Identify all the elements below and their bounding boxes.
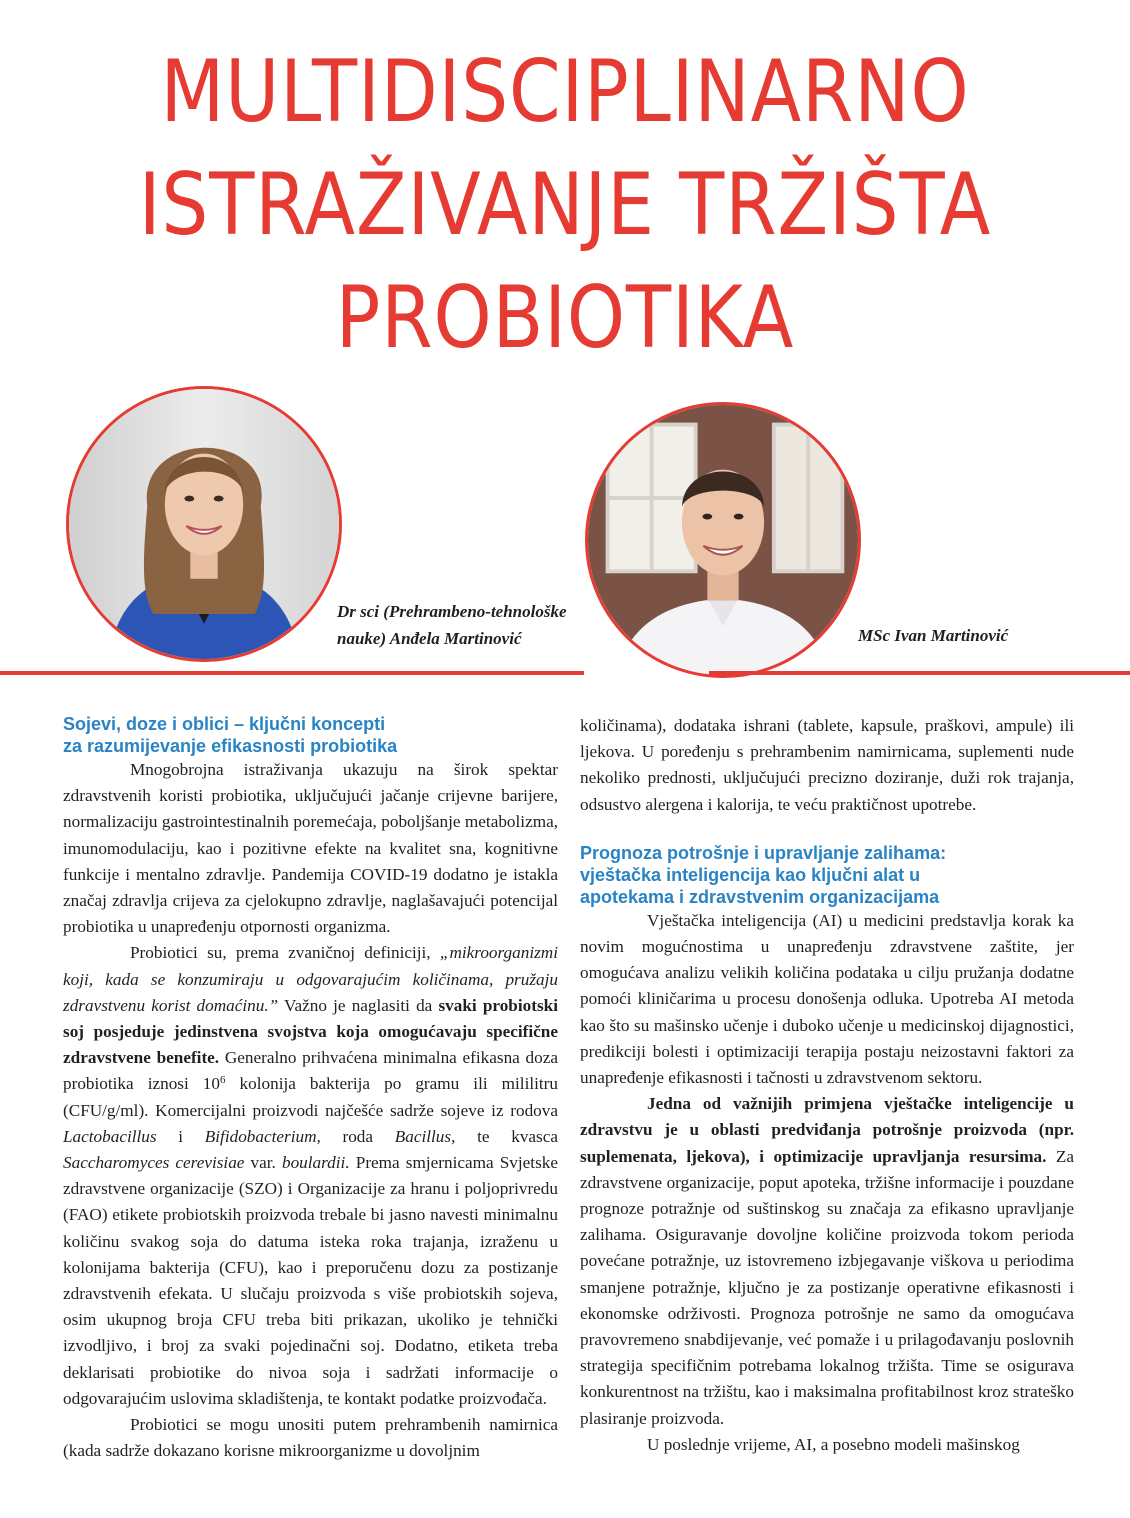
exponent: 6 (220, 1074, 226, 1087)
paragraph (63, 940, 558, 1412)
text-run: kolonija bakterija po gramu ili mililitru (CFU/g/ml). Komercijalni proizvodi najčešće sadrže sojeve iz rodova (63, 1074, 559, 1120)
author-caption-1 (337, 598, 597, 652)
definition-quote: „mikroorganizmi koji, kada se konzumiraju u odgovarajućim količinama, pružaju zdravstvenu korist domaćinu.” (63, 943, 558, 1015)
section-heading-1 (63, 713, 558, 757)
author-photo-andjela (66, 386, 342, 662)
genus-name: Bifidobacterium, (204, 1126, 321, 1146)
bold-statement: svaki probiotski soj posjeduje jedinstvena svojstva koja omogućavaju specifične zdravstvene benefite. (63, 995, 558, 1068)
divider-rule-right (709, 671, 1130, 675)
paragraph (580, 1091, 1074, 1432)
text-run: Važno je naglasiti da (278, 995, 439, 1015)
genus-name: Lactobacillus (63, 1126, 157, 1146)
author-caption-2: MSc Ivan Martinović (858, 626, 1009, 645)
author-photo-ivan (585, 402, 861, 678)
paragraph: Mnogobrojna istraživanja ukazuju na širok spektar zdravstvenih koristi probiotika, uključujući jačanje crijevne barijere, normalizaciju gastrointestinalnih poremećaja, poboljšanje metabolizma, imunomodulaciju, kao i pozitivne efekte na kvalitet sna, kognitivne funkcije i mentalno zdravlje. Pandemija COVID-19 dodatno je istakla značaj zdravlja crijeva za cjelokupno zdravlje, naglašavajući potencijal probiotika u unapređenju otpornosti organizma. (63, 760, 558, 937)
left-column (63, 713, 558, 1464)
text-run: Prema smjernicama Svjetske zdravstvene organizacije (SZO) i Organizacije za hranu i poljoprivredu (FAO) etikete probiotskih proizvoda trebale bi jasno navesti minimalnu količinu svakog soja do datuma isteka roka trajanja, izraženu u kolonijama bakterija (CFU), kao i preporučenu dozu za postizanje zdravstvenih efekata. U slučaju proizvoda s više probiotskih sojeva, osim ukupnog broja CFU treba biti prikazan, ukoliko je tehnički izvodljivo, i broj za svaki pojedinačni soj. Dodatno, etiketa treba deklarisati probiotike do nivoa soja i sadržati informacije o odgovarajućim uslovima skladištenja, te kontakt podatke proizvođača. (63, 1153, 558, 1408)
caption-line: nauke) Anđela Martinović (337, 629, 522, 648)
right-column (580, 713, 1074, 1458)
text-run: te kvasca (455, 1126, 558, 1146)
section-heading-2 (580, 842, 1074, 908)
portrait-man-image (588, 405, 858, 675)
title-line: MULTIDISCIPLINARNO (160, 42, 970, 142)
title-line: ISTRAŽIVANJE TRŽIŠTA (138, 155, 992, 255)
paragraph: U poslednje vrijeme, AI, a posebno modeli mašinskog (647, 1434, 1020, 1454)
heading-line: za razumijevanje efikasnosti probiotika (63, 736, 398, 756)
heading-line: Sojevi, doze i oblici – ključni koncepti (63, 714, 386, 734)
text-run: Za zdravstvene organizacije, poput apoteka, tržišne informacije i pouzdane prognoze potražnje od suštinskog su značaja za efikasno upravljanje zalihama. Osiguravanje dovoljne količine proizvoda tokom perioda povećane potražnje, uz istovremeno izbjegavanje viškova u periodima smanjene potražnje, ključno je za postizanje operativne efikasnosti i ekonomske održivosti. Prognoza potrošnje ne samo da omogućava pravovremeno snabdijevanje, već pomaže i u prilagođavanju poslovnih strategija specifičnim potrebama lokalnog tržišta. Time se osigurava konkurentnost na tržištu, kao i maksimalna profitabilnost kroz strateško plasiranje proizvoda. (580, 1146, 1074, 1428)
article-title (79, 36, 1051, 375)
portrait-woman-image (69, 389, 339, 659)
caption-line: Dr sci (Prehrambeno-tehnološke (337, 602, 567, 621)
text-run: i (156, 1126, 205, 1146)
heading-line: apotekama i zdravstvenim organizacijama (580, 886, 940, 907)
paragraph: količinama), dodataka ishrani (tablete, kapsule, praškovi, ampule) ili ljekova. U poređenju s prehrambenim namirnicama, suplementi nude nekoliko prednosti, uključujući precizno doziranje, duži rok trajanja, odsustvo alergena i kalorija, te veću praktičnost upotrebe. (580, 716, 1074, 814)
text-run: var. (244, 1153, 282, 1173)
species-name: Saccharomyces cerevisiae (63, 1153, 245, 1173)
title-line: PROBIOTIKA (335, 268, 795, 368)
paragraph: Vještačka inteligencija (AI) u medicini predstavlja korak ka novim mogućnostima u unapređenju zdravstvene zaštite, jer omogućava analizu velikih količina podataka u cilju pružanja dodatne pomoći kliničarima u procesu donošenja odluka. Upotreba AI metoda kao što su mašinsko učenje i duboko učenje u medicinskoj dijagnostici, predikciji bolesti i optimizaciji terapija postaju neizostavni faktori za unapređenje efikasnosti i tačnosti u zdravstvenom sektoru. (580, 910, 1074, 1088)
heading-line: vještačka inteligencija kao ključni alat u (580, 864, 921, 885)
genus-name: Bacillus, (394, 1126, 456, 1146)
text-run: Generalno prihvaćena minimalna efikasna doza probiotika iznosi 10 (63, 1048, 558, 1094)
text-run: Probiotici su, prema zvaničnoj definiciji, (130, 943, 440, 963)
bold-statement: Jedna od važnijih primjena vještačke inteligencije u zdravstvu je u oblasti predviđanja potrošnje proizvoda (npr. suplemenata, ljekova), i optimizacije upravljanja resursima. (580, 1094, 1074, 1166)
heading-line: Prognoza potrošnje i upravljanje zalihama: (580, 842, 947, 863)
text-run: roda (320, 1126, 395, 1146)
divider-rule-left (0, 671, 584, 675)
variety-name: boulardii. (281, 1153, 350, 1173)
paragraph: Probiotici se mogu unositi putem prehrambenih namirnica (kada sadrže dokazano korisne mikroorganizme u dovoljnim (63, 1415, 558, 1461)
